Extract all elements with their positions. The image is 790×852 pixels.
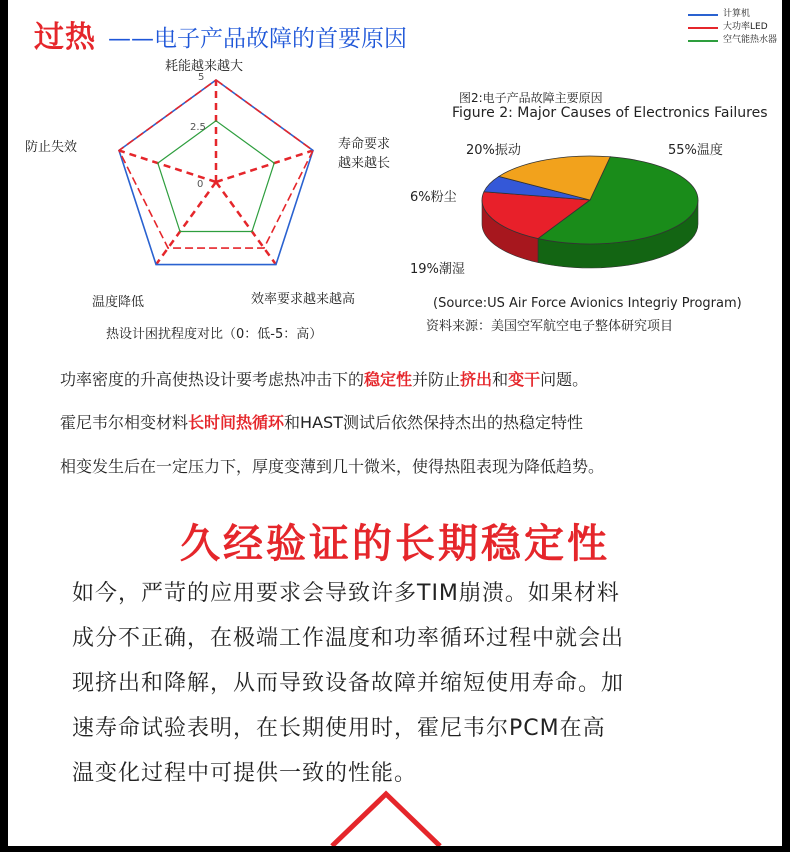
radar-tick-5: 5 bbox=[198, 72, 205, 83]
page bbox=[8, 0, 782, 846]
radar-axis-label-failure: 防止失效 bbox=[25, 140, 78, 155]
pie-title-cn: 图2:电子产品故障主要原因 bbox=[459, 91, 603, 105]
legend-swatch bbox=[688, 27, 718, 29]
body-line-5: 温变化过程中可提供一致的性能。 bbox=[72, 761, 418, 786]
radar-axis-label-lifetime-2: 越来越长 bbox=[338, 156, 391, 171]
highlight-stability: 稳定性 bbox=[364, 370, 413, 389]
body-line-4: 速寿命试验表明，在长期使用时，霍尼韦尔PCM在高 bbox=[72, 716, 606, 741]
legend-item-computer bbox=[688, 8, 777, 21]
paragraph-text: 功率密度的升高使热设计要考虑热冲击下的 bbox=[60, 370, 365, 389]
radar-axis-label-temperature: 温度降低 bbox=[92, 295, 145, 310]
radar-axis-line bbox=[216, 150, 313, 182]
pie-chart bbox=[470, 148, 710, 278]
pie-source-en: (Source:US Air Force Avionics Integriy Program) bbox=[433, 296, 742, 311]
pie-source-cn: 资料来源：美国空军航空电子整体研究项目 bbox=[426, 319, 674, 334]
body-line-3: 现挤出和降解，从而导致设备故障并缩短使用寿命。加 bbox=[72, 671, 625, 696]
radar-axis-line bbox=[216, 182, 276, 265]
pie-label-dust: 6%粉尘 bbox=[410, 190, 457, 205]
legend-swatch bbox=[688, 14, 718, 16]
paragraph-text: 霍尼韦尔相变材料 bbox=[60, 413, 189, 432]
legend-item-heater bbox=[688, 34, 777, 47]
radar-axis-label-lifetime: 寿命要求 bbox=[338, 137, 391, 152]
highlight-drying: 变干 bbox=[508, 370, 541, 389]
legend-label: 大功率LED bbox=[723, 22, 768, 32]
paragraph-2 bbox=[60, 410, 583, 433]
pie-label-vibration: 20%振动 bbox=[466, 143, 521, 158]
paragraph-text: 问题。 bbox=[540, 370, 589, 389]
radar-axis-label-efficiency: 效率要求越来越高 bbox=[251, 292, 356, 307]
highlight-extrusion: 挤出 bbox=[460, 370, 493, 389]
section-heading: 久经验证的长期稳定性 bbox=[180, 521, 610, 567]
radar-axis-line bbox=[119, 150, 216, 182]
legend-swatch bbox=[688, 40, 718, 42]
paragraph-1 bbox=[60, 367, 588, 390]
paragraph-text: 和 bbox=[492, 370, 509, 389]
pie-title-en: Figure 2: Major Causes of Electronics Failures bbox=[452, 105, 768, 121]
radar-axis-label-energy: 耗能越来越大 bbox=[165, 59, 244, 74]
paragraph-3: 相变发生后在一定压力下，厚度变薄到几十微米，使得热阻表现为降低趋势。 bbox=[60, 457, 605, 476]
body-line-2: 成分不正确，在极端工作温度和功率循环过程中就会出 bbox=[72, 626, 625, 651]
paragraph-text: 并防止 bbox=[412, 370, 461, 389]
decorative-triangle-icon bbox=[328, 790, 448, 846]
body-line-1: 如今，严苛的应用要求会导致许多TIM崩溃。如果材料 bbox=[72, 581, 620, 606]
paragraph-text: 和HAST测试后依然保持杰出的热稳定特性 bbox=[284, 413, 583, 432]
legend-label: 计算机 bbox=[723, 9, 751, 19]
radar-legend bbox=[688, 8, 777, 47]
page-title-highlight: 过热 bbox=[34, 20, 96, 55]
pie-label-humidity: 19%潮湿 bbox=[410, 262, 465, 277]
radar-tick-2-5: 2.5 bbox=[190, 122, 206, 133]
page-title: ——电子产品故障的首要原因 bbox=[108, 26, 407, 52]
pie-label-temperature: 55%温度 bbox=[668, 143, 723, 158]
legend-item-led bbox=[688, 21, 777, 34]
highlight-thermal-cycling: 长时间热循环 bbox=[188, 413, 285, 432]
radar-axis-line bbox=[156, 182, 216, 265]
radar-tick-0: 0 bbox=[197, 179, 204, 190]
radar-caption: 热设计困扰程度对比（0：低-5：高） bbox=[106, 327, 323, 342]
legend-label: 空气能热水器 bbox=[723, 35, 778, 45]
